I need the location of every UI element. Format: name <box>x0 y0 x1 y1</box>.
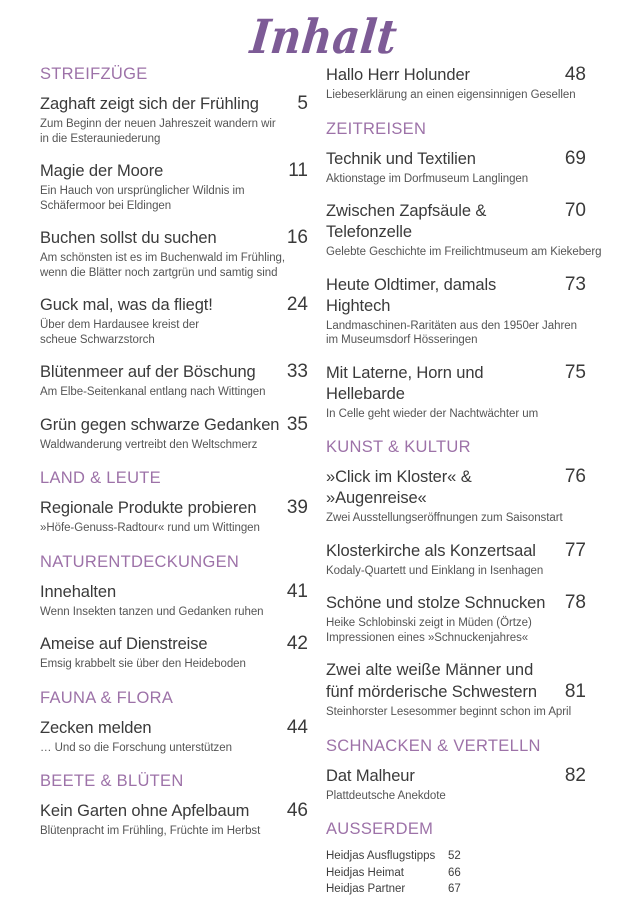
toc-entry-buchen-sollst-du-suchen-subtitle-line: Am schönsten ist es im Buchenwald im Frühling, <box>40 252 286 264</box>
extra-list-item-page-number: 67 <box>448 883 461 895</box>
toc-entry-regionale-produkte-probieren-headline <box>40 497 308 519</box>
toc-entry-schoene-und-stolze-schnucken-page-number: 78 <box>564 592 586 613</box>
toc-entry-click-im-kloster-augenreise-title: »Click im Kloster« & »Augenreise« <box>326 468 472 507</box>
toc-entry-regionale-produkte-probieren-subtitle-line: »Höfe-Genuss-Radtour« rund um Wittingen <box>40 522 260 534</box>
toc-entry-heute-oldtimer-damals-hightech-headline <box>326 274 586 317</box>
toc-entry-buchen-sollst-du-suchen-headline <box>40 227 308 249</box>
toc-entry-regionale-produkte-probieren-subtitle <box>40 521 308 536</box>
toc-entry-innehalten-title: Innehalten <box>40 582 117 601</box>
toc-entry-gruen-gegen-schwarze-gedanken-title: Grün gegen schwarze Gedanken <box>40 415 280 434</box>
toc-entry-zwei-alte-weisse-maenner-und[interactable] <box>326 659 586 720</box>
toc-entry-click-im-kloster-augenreise-subtitle <box>326 511 586 526</box>
toc-entry-zecken-melden[interactable] <box>40 717 308 756</box>
toc-entry-zwischen-zapfsaeule-telefonzelle-subtitle-line: Gelebte Geschichte im Freilichtmuseum am Kiekeberg <box>326 246 602 258</box>
toc-entry-kein-garten-ohne-apfelbaum-subtitle-line: Blütenpracht im Frühling, Früchte im Herbst <box>40 825 261 837</box>
toc-entry-hallo-herr-holunder-page-number: 48 <box>564 64 586 85</box>
toc-entry-magie-der-moore[interactable] <box>40 160 308 213</box>
toc-entry-klosterkirche-als-konzertsaal[interactable] <box>326 540 586 579</box>
section-heading-schnacken-vertelln: SCHNACKEN & VERTELLN <box>326 736 541 755</box>
section-heading-kunst-kultur: KUNST & KULTUR <box>326 438 471 456</box>
toc-entry-zaghaft-zeigt-sich-der-fruehling-page-number: 5 <box>297 93 308 114</box>
toc-entry-kein-garten-ohne-apfelbaum[interactable] <box>40 800 308 839</box>
toc-entry-zecken-melden-subtitle-line: … Und so die Forschung unterstützen <box>40 741 232 754</box>
toc-entry-zwei-alte-weisse-maenner-und-headline <box>326 681 586 703</box>
toc-entry-innehalten[interactable] <box>40 581 308 620</box>
toc-entry-regionale-produkte-probieren-title: Regionale Produkte probieren <box>40 499 257 517</box>
toc-entry-heute-oldtimer-damals-hightech-subtitle-line: Landmaschinen-Raritäten aus den 1950er Jahren <box>326 319 577 332</box>
toc-entry-hallo-herr-holunder-title: Hallo Herr Holunder <box>326 66 470 84</box>
toc-entry-gruen-gegen-schwarze-gedanken-page-number: 35 <box>286 413 308 435</box>
toc-entry-buchen-sollst-du-suchen[interactable] <box>40 227 308 280</box>
toc-entry-zwischen-zapfsaeule-telefonzelle[interactable] <box>326 200 602 260</box>
toc-entry-zwei-alte-weisse-maenner-und-title-line-2: fünf mörderische Schwestern <box>326 683 537 701</box>
page-title: Inhalt <box>247 9 400 65</box>
toc-entry-kein-garten-ohne-apfelbaum-subtitle <box>40 824 308 839</box>
extra-list-item-heidjas-ausflugstipps[interactable] <box>326 848 586 865</box>
toc-entry-guck-mal-was-da-fliegt-headline <box>40 294 308 316</box>
toc-entry-dat-malheur-subtitle-line: Plattdeutsche Anekdote <box>326 789 446 802</box>
toc-entry-gruen-gegen-schwarze-gedanken-subtitle <box>40 438 308 453</box>
toc-entry-gruen-gegen-schwarze-gedanken[interactable] <box>40 414 308 453</box>
toc-entry-technik-und-textilien-subtitle <box>326 172 586 187</box>
toc-entry-schoene-und-stolze-schnucken-subtitle-line: Impressionen eines »Schnuckenjahres« <box>326 631 529 644</box>
toc-entry-hallo-herr-holunder-subtitle-line: Liebeserklärung an einen eigensinnigen Gesellen <box>326 89 576 101</box>
toc-entry-ameise-auf-dienstreise-headline <box>40 633 308 655</box>
toc-entry-dat-malheur-title: Dat Malheur <box>326 766 415 785</box>
toc-entry-zwischen-zapfsaeule-telefonzelle-headline <box>326 200 586 243</box>
toc-entry-hallo-herr-holunder-headline <box>326 64 586 86</box>
toc-entry-heute-oldtimer-damals-hightech-page-number: 73 <box>564 273 586 295</box>
toc-entry-technik-und-textilien-page-number: 69 <box>564 147 586 169</box>
toc-entry-ameise-auf-dienstreise-subtitle-line: Emsig krabbelt sie über den Heideboden <box>40 658 246 670</box>
toc-entry-klosterkirche-als-konzertsaal-page-number: 77 <box>564 539 586 561</box>
toc-entry-kein-garten-ohne-apfelbaum-title: Kein Garten ohne Apfelbaum <box>40 802 250 820</box>
toc-entry-regionale-produkte-probieren[interactable] <box>40 497 308 536</box>
toc-entry-klosterkirche-als-konzertsaal-subtitle <box>326 564 586 579</box>
toc-entry-guck-mal-was-da-fliegt[interactable] <box>40 294 308 347</box>
toc-entry-gruen-gegen-schwarze-gedanken-subtitle-line: Waldwanderung vertreibt den Weltschmerz <box>40 438 258 451</box>
toc-entry-dat-malheur-subtitle <box>326 789 586 804</box>
toc-entry-klosterkirche-als-konzertsaal-title: Klosterkirche als Konzertsaal <box>326 541 536 560</box>
toc-entry-schoene-und-stolze-schnucken[interactable] <box>326 592 586 645</box>
toc-entry-zaghaft-zeigt-sich-der-fruehling-subtitle <box>40 117 308 146</box>
toc-entry-zaghaft-zeigt-sich-der-fruehling-subtitle-line: Zum Beginn der neuen Jahreszeit wandern wir <box>40 118 276 130</box>
toc-entry-ameise-auf-dienstreise-title: Ameise auf Dienstreise <box>40 635 208 653</box>
extra-list-item-label: Heidjas Partner <box>326 883 406 895</box>
toc-entry-zaghaft-zeigt-sich-der-fruehling[interactable] <box>40 93 308 146</box>
toc-column-right <box>320 64 642 898</box>
toc-entry-magie-der-moore-subtitle <box>40 184 308 213</box>
toc-entry-schoene-und-stolze-schnucken-subtitle <box>326 616 586 645</box>
toc-entry-zwischen-zapfsaeule-telefonzelle-title: Zwischen Zapfsäule & Telefonzelle <box>326 202 487 241</box>
toc-entry-bluetenmeer-auf-der-boeschung-page-number: 33 <box>286 361 308 382</box>
toc-entry-kein-garten-ohne-apfelbaum-headline <box>40 800 308 822</box>
toc-entry-zaghaft-zeigt-sich-der-fruehling-title: Zaghaft zeigt sich der Frühling <box>40 95 259 113</box>
extra-list-item-page-number: 66 <box>448 866 461 879</box>
toc-entry-guck-mal-was-da-fliegt-subtitle <box>40 318 308 347</box>
toc-entry-heute-oldtimer-damals-hightech-subtitle <box>326 319 586 348</box>
toc-entry-zecken-melden-title: Zecken melden <box>40 718 152 737</box>
toc-entry-heute-oldtimer-damals-hightech-title: Heute Oldtimer, damals Hightech <box>326 275 497 315</box>
toc-entry-click-im-kloster-augenreise-subtitle-line: Zwei Ausstellungseröffnungen zum Saisonstart <box>326 512 563 524</box>
toc-entry-klosterkirche-als-konzertsaal-headline <box>326 540 586 562</box>
toc-entry-dat-malheur-headline <box>326 765 586 787</box>
section-heading-fauna-flora: FAUNA & FLORA <box>40 688 174 707</box>
toc-entry-klosterkirche-als-konzertsaal-subtitle-line: Kodaly-Quartett und Einklang in Isenhagen <box>326 564 544 577</box>
section-heading-zeitreisen: ZEITREISEN <box>326 119 427 138</box>
toc-entry-hallo-herr-holunder[interactable] <box>326 64 586 103</box>
toc-entry-zecken-melden-subtitle <box>40 741 308 756</box>
toc-entry-zwei-alte-weisse-maenner-und-subtitle-line: Steinhorster Lesesommer beginnt schon im April <box>326 706 572 718</box>
toc-entry-innehalten-subtitle <box>40 605 308 620</box>
toc-entry-zwei-alte-weisse-maenner-und-subtitle <box>326 705 586 720</box>
toc-entry-mit-laterne-horn-und-hellebarde-subtitle <box>326 407 586 422</box>
toc-entry-zwischen-zapfsaeule-telefonzelle-page-number: 70 <box>564 200 586 221</box>
toc-entry-click-im-kloster-augenreise-page-number: 76 <box>564 466 586 487</box>
toc-entry-bluetenmeer-auf-der-boeschung-title: Blütenmeer auf der Böschung <box>40 363 256 381</box>
toc-entry-innehalten-subtitle-line: Wenn Insekten tanzen und Gedanken ruhen <box>40 605 264 618</box>
toc-entry-technik-und-textilien[interactable] <box>326 148 586 187</box>
toc-entry-dat-malheur-page-number: 82 <box>564 764 586 786</box>
toc-entry-gruen-gegen-schwarze-gedanken-headline <box>40 414 308 436</box>
toc-entry-zwei-alte-weisse-maenner-und-page-number: 81 <box>564 681 586 702</box>
toc-entry-schoene-und-stolze-schnucken-title: Schöne und stolze Schnucken <box>326 594 546 612</box>
section-heading-land-leute: LAND & LEUTE <box>40 469 161 487</box>
toc-entry-guck-mal-was-da-fliegt-subtitle-line: Über dem Hardausee kreist der <box>40 319 199 331</box>
toc-entry-innehalten-headline <box>40 581 308 603</box>
toc-entry-click-im-kloster-augenreise[interactable] <box>326 466 586 526</box>
section-heading-naturentdeckungen: NATURENTDECKUNGEN <box>40 552 240 571</box>
toc-entry-buchen-sollst-du-suchen-subtitle-line: wenn die Blätter noch zartgrün und samtig sind <box>40 266 278 279</box>
toc-columns <box>0 64 642 898</box>
toc-entry-mit-laterne-horn-und-hellebarde[interactable] <box>326 362 586 422</box>
toc-entry-ameise-auf-dienstreise-subtitle <box>40 657 308 672</box>
toc-entry-mit-laterne-horn-und-hellebarde-page-number: 75 <box>564 361 586 383</box>
toc-entry-magie-der-moore-page-number: 11 <box>288 160 308 181</box>
extra-list-item-label: Heidjas Ausflugstipps <box>326 850 436 862</box>
toc-entry-bluetenmeer-auf-der-boeschung[interactable] <box>40 361 308 400</box>
extra-list-item-heidjas-heimat[interactable] <box>326 865 586 882</box>
toc-entry-click-im-kloster-augenreise-headline <box>326 466 586 509</box>
toc-entry-technik-und-textilien-headline <box>326 148 586 170</box>
toc-entry-magie-der-moore-title: Magie der Moore <box>40 162 164 180</box>
toc-entry-dat-malheur[interactable] <box>326 765 586 804</box>
toc-entry-bluetenmeer-auf-der-boeschung-headline <box>40 361 308 383</box>
toc-entry-bluetenmeer-auf-der-boeschung-subtitle-line: Am Elbe-Seitenkanal entlang nach Wittingen <box>40 386 266 398</box>
section-heading-ausserdem: AUSSERDEM <box>326 820 434 838</box>
toc-entry-regionale-produkte-probieren-page-number: 39 <box>286 497 308 518</box>
toc-entry-zaghaft-zeigt-sich-der-fruehling-headline <box>40 93 308 115</box>
toc-entry-schoene-und-stolze-schnucken-headline <box>326 592 586 614</box>
toc-entry-ameise-auf-dienstreise-page-number: 42 <box>286 633 308 654</box>
toc-entry-innehalten-page-number: 41 <box>286 580 308 602</box>
section-heading-streifzuege: STREIFZÜGE <box>40 65 148 83</box>
extra-list-item-page-number: 52 <box>448 850 461 862</box>
toc-entry-hallo-herr-holunder-subtitle <box>326 88 586 103</box>
toc-entry-mit-laterne-horn-und-hellebarde-title: Mit Laterne, Horn und Hellebarde <box>326 363 484 403</box>
toc-entry-buchen-sollst-du-suchen-title: Buchen sollst du suchen <box>40 229 217 247</box>
toc-column-left <box>0 64 320 853</box>
toc-entry-mit-laterne-horn-und-hellebarde-headline <box>326 362 586 405</box>
toc-entry-ameise-auf-dienstreise[interactable] <box>40 633 308 672</box>
toc-entry-guck-mal-was-da-fliegt-page-number: 24 <box>286 294 308 315</box>
toc-entry-technik-und-textilien-title: Technik und Textilien <box>326 149 476 168</box>
toc-entry-buchen-sollst-du-suchen-page-number: 16 <box>286 227 308 248</box>
toc-entry-zaghaft-zeigt-sich-der-fruehling-subtitle-line: in die Esterauniederung <box>40 132 161 145</box>
toc-entry-bluetenmeer-auf-der-boeschung-subtitle <box>40 385 308 400</box>
toc-entry-zecken-melden-headline <box>40 717 308 739</box>
toc-entry-zecken-melden-page-number: 44 <box>286 716 308 738</box>
page-title-container <box>0 9 642 65</box>
toc-entry-magie-der-moore-subtitle-line: Schäfermoor bei Eldingen <box>40 199 172 212</box>
toc-entry-magie-der-moore-headline <box>40 160 308 182</box>
toc-entry-zwischen-zapfsaeule-telefonzelle-subtitle <box>326 245 602 260</box>
extra-list-item-heidjas-partner[interactable] <box>326 881 586 898</box>
toc-entry-kein-garten-ohne-apfelbaum-page-number: 46 <box>286 800 308 821</box>
toc-entry-guck-mal-was-da-fliegt-subtitle-line: scheue Schwarzstorch <box>40 333 155 346</box>
toc-entry-technik-und-textilien-subtitle-line: Aktionstage im Dorfmuseum Langlingen <box>326 172 529 185</box>
extra-reference-list <box>326 848 586 898</box>
toc-entry-schoene-und-stolze-schnucken-subtitle-line: Heike Schlobinski zeigt in Müden (Örtze) <box>326 617 532 629</box>
section-heading-beete-blueten: BEETE & BLÜTEN <box>40 772 184 790</box>
toc-entry-guck-mal-was-da-fliegt-title: Guck mal, was da fliegt! <box>40 296 213 314</box>
toc-entry-magie-der-moore-subtitle-line: Ein Hauch von ursprünglicher Wildnis im <box>40 185 245 197</box>
toc-entry-buchen-sollst-du-suchen-subtitle <box>40 251 308 280</box>
toc-entry-heute-oldtimer-damals-hightech-subtitle-line: im Museumsdorf Hösseringen <box>326 334 478 346</box>
toc-entry-heute-oldtimer-damals-hightech[interactable] <box>326 274 586 348</box>
extra-list-item-label: Heidjas Heimat <box>326 866 404 879</box>
toc-entry-zwei-alte-weisse-maenner-und-title-line-1: Zwei alte weiße Männer und <box>326 661 534 679</box>
toc-entry-mit-laterne-horn-und-hellebarde-subtitle-line: In Celle geht wieder der Nachtwächter um <box>326 407 539 420</box>
